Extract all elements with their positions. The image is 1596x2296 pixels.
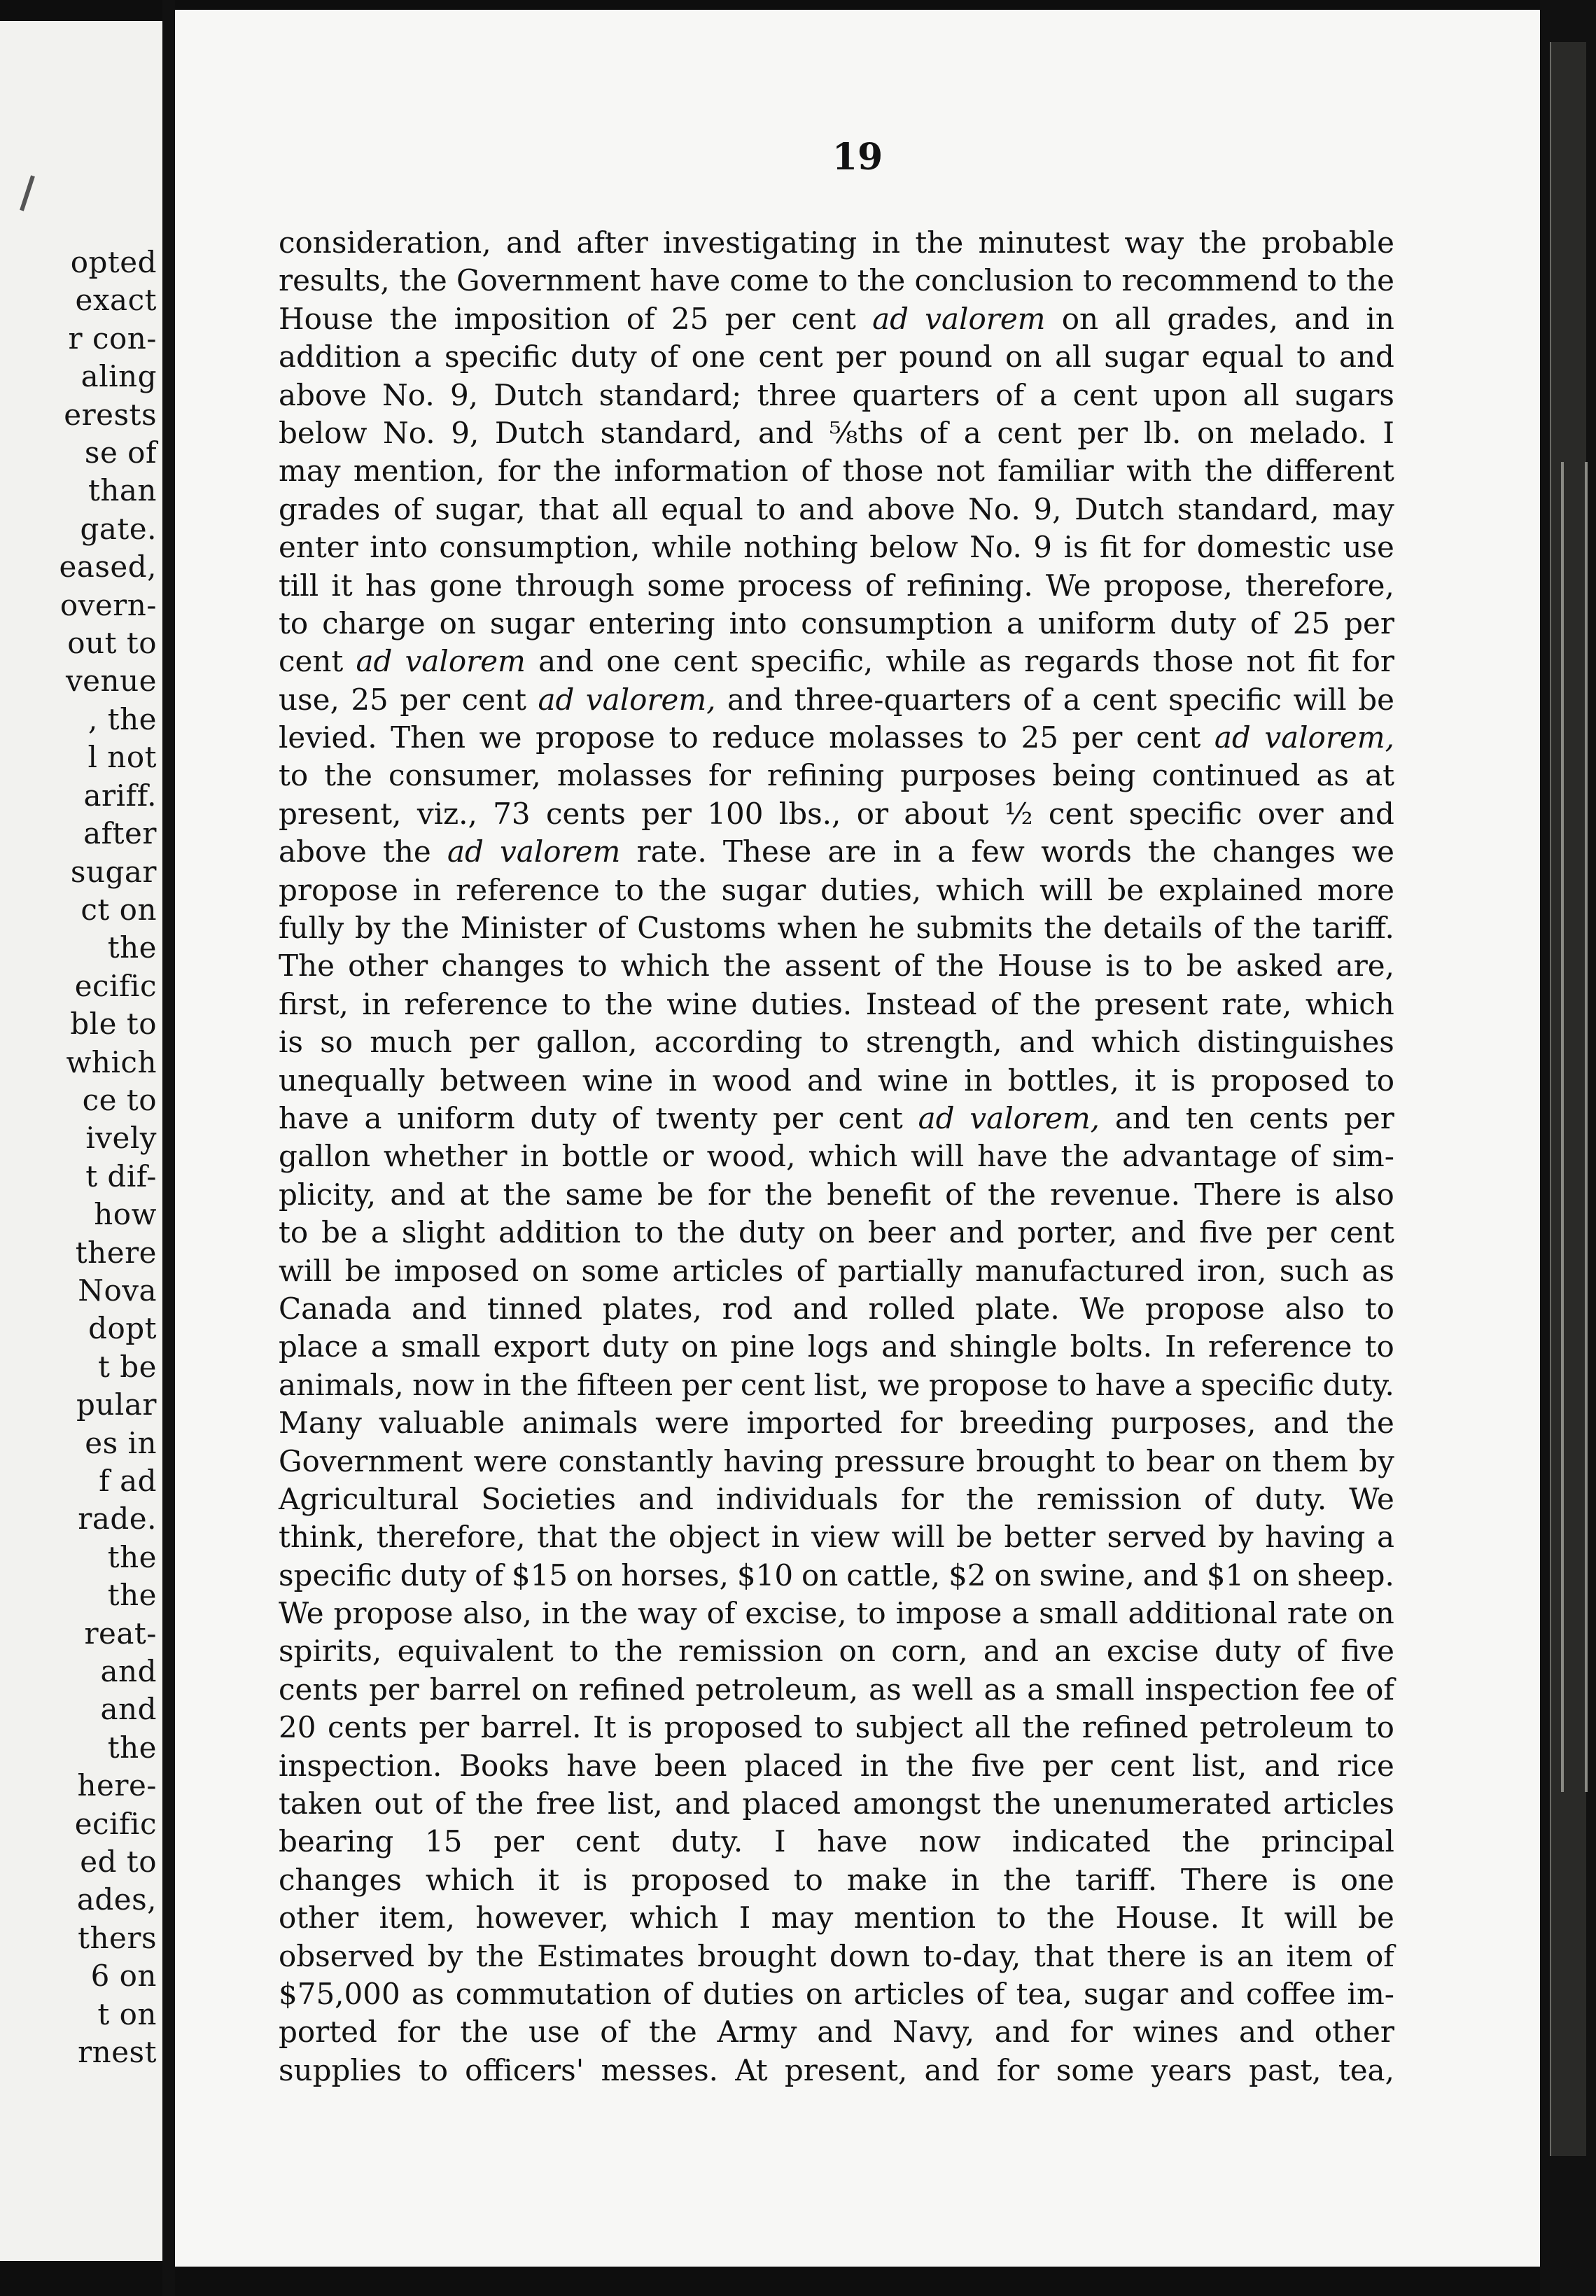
facing-page-text [59, 244, 157, 2072]
text-line: specific duty of $15 on horses, $10 on cattle, $2 on swine, and $1 on sheep. [279, 1558, 1394, 1592]
text-line: gallon whether in bottle or wood, which will have the advantage of sim- [279, 1139, 1394, 1174]
text-line: consideration, and after investigating in the minutest way the probable [279, 225, 1394, 260]
text-line: to be a slight addition to the duty on beer and porter, and five per cent [279, 1215, 1394, 1250]
body-text [279, 224, 1394, 2090]
text-line: use, 25 per cent ad valorem, and three-quarters of a cent specific will be [279, 682, 1394, 717]
facing-page-line: r con- [68, 321, 157, 356]
facing-page-line: ct on [80, 892, 157, 927]
text-line: We propose also, in the way of excise, to impose a small additional rate on [279, 1596, 1394, 1631]
text-line: have a uniform duty of twenty per cent ad valorem, and ten cents per [279, 1100, 1394, 1135]
facing-page-line: ariff. [83, 778, 157, 813]
text-line: above the ad valorem rate. These are in a few words the changes we [279, 834, 1394, 869]
facing-page-line: l not [88, 740, 157, 775]
text-line: think, therefore, that the object in view will be better served by having a [279, 1520, 1394, 1555]
facing-page-line: t on [97, 1996, 157, 2031]
text-line: place a small export duty on pine logs and shingle bolts. In reference to [279, 1329, 1394, 1364]
facing-page-line: ecific [74, 1806, 157, 1841]
facing-page-line: ed to [80, 1844, 157, 1879]
facing-page-line: the [107, 930, 157, 965]
text-line: cents per barrel on refined petroleum, as well as a small inspection fee of [279, 1672, 1394, 1707]
facing-page-line: the [107, 1578, 157, 1613]
text-line: 20 cents per barrel. It is proposed to subject all the refined petroleum to [279, 1710, 1394, 1745]
facing-page-line: es in [85, 1425, 157, 1460]
facing-page-line: after [83, 816, 157, 851]
text-line: taken out of the free list, and placed amongst the unenumerated articles [279, 1786, 1394, 1821]
text-line: to the consumer, molasses for refining purposes being continued as at [279, 758, 1394, 793]
facing-page-line: the [107, 1730, 157, 1765]
facing-page-line: ble to [70, 1007, 157, 1042]
facing-page-line: ades, [76, 1882, 157, 1917]
facing-page-line: dopt [88, 1311, 157, 1346]
text-line: first, in reference to the wine duties. Instead of the present rate, which [279, 986, 1394, 1021]
facing-page-line: aling [80, 359, 157, 394]
text-line: ported for the use of the Army and Navy, and for wines and other [279, 2015, 1394, 2050]
text-line: cent ad valorem and one cent specific, while as regards those not fit for [279, 644, 1394, 679]
text-line: addition a specific duty of one cent per pound on all sugar equal to and [279, 340, 1394, 374]
facing-page-line: sugar [70, 854, 157, 889]
facing-page-line: the [107, 1539, 157, 1574]
text-line: enter into consumption, while nothing below No. 9 is fit for domestic use [279, 530, 1394, 565]
facing-page-line: se of [84, 435, 157, 470]
facing-page-line: and [100, 1692, 157, 1727]
text-line: Agricultural Societies and individuals for the remission of duty. We [279, 1481, 1394, 1516]
text-line: levied. Then we propose to reduce molasses to 25 per cent ad valorem, [279, 720, 1394, 755]
adjacent-cover-strip [1550, 42, 1586, 2156]
facing-page-line: thers [78, 1920, 157, 1955]
facing-page-line: ively [85, 1121, 157, 1156]
text-line: Many valuable animals were imported for breeding purposes, and the [279, 1406, 1394, 1441]
facing-page-line: f ad [99, 1464, 157, 1498]
text-line: House the imposition of 25 per cent ad valorem on all grades, and in [279, 301, 1394, 336]
facing-page-line: , the [88, 701, 157, 736]
facing-page-line: opted [70, 245, 157, 279]
text-line: grades of sugar, that all equal to and above No. 9, Dutch standard, may [279, 491, 1394, 526]
text-line: animals, now in the fifteen per cent list, we propose to have a specific duty. [279, 1367, 1394, 1402]
book-gutter [162, 0, 175, 2296]
facing-page-line: out to [67, 626, 157, 661]
facing-page-line: than [88, 473, 157, 508]
text-line: results, the Government have come to the conclusion to recommend to the [279, 263, 1394, 298]
page-number: 19 [832, 136, 883, 178]
text-line: unequally between wine in wood and wine in bottles, it is proposed to [279, 1063, 1394, 1098]
facing-page-line: ecific [74, 968, 157, 1003]
facing-page-line: Nova [78, 1273, 157, 1308]
facing-page-line: which [66, 1044, 157, 1079]
facing-page-line: and [100, 1654, 157, 1689]
text-line: other item, however, which I may mention to the House. It will be [279, 1900, 1394, 1935]
facing-page-line: how [94, 1197, 157, 1232]
facing-page-line: reat- [84, 1616, 157, 1651]
text-line: above No. 9, Dutch standard; three quarters of a cent upon all sugars [279, 377, 1394, 412]
facing-page-line: overn- [59, 587, 157, 622]
text-line: The other changes to which the assent of the House is to be asked are, [279, 948, 1394, 983]
facing-page-line: pular [76, 1387, 157, 1422]
text-line: $75,000 as commutation of duties on articles of tea, sugar and coffee im- [279, 1976, 1394, 2011]
facing-page-line: erests [64, 397, 157, 432]
text-line: will be imposed on some articles of partially manufactured iron, such as [279, 1253, 1394, 1288]
text-line: changes which it is proposed to make in the tariff. There is one [279, 1862, 1394, 1897]
text-line: supplies to officers' messes. At present, and for some years past, tea, [279, 2052, 1394, 2087]
text-line: Government were constantly having pressure brought to bear on them by [279, 1443, 1394, 1478]
text-line: fully by the Minister of Customs when he submits the details of the tariff. [279, 911, 1394, 946]
facing-page-line: rnest [78, 2035, 157, 2070]
facing-page-line: exact [75, 283, 157, 318]
facing-page-line: gate. [80, 511, 157, 546]
facing-page-line: there [75, 1235, 157, 1270]
ink-mark [20, 175, 35, 211]
text-line: below No. 9, Dutch standard, and ⅝ths of a cent per lb. on melado. I [279, 415, 1394, 450]
text-line: plicity, and at the same be for the benefit of the revenue. There is also [279, 1177, 1394, 1212]
decorative-rule [1561, 462, 1588, 1792]
facing-page-line: here- [77, 1768, 157, 1803]
facing-page-line: rade. [78, 1502, 157, 1536]
text-line: propose in reference to the sugar duties, which will be explained more [279, 872, 1394, 907]
book-page [175, 10, 1540, 2267]
facing-page-line: venue [65, 664, 157, 699]
text-line: is so much per gallon, according to strength, and which distinguishes [279, 1025, 1394, 1060]
text-line: may mention, for the information of those not familiar with the different [279, 454, 1394, 489]
facing-page-line: eased, [59, 550, 157, 584]
facing-page-line: ce to [82, 1082, 157, 1117]
facing-page-fragment [0, 21, 164, 2261]
text-line: to charge on sugar entering into consumption a uniform duty of 25 per [279, 606, 1394, 640]
text-line: observed by the Estimates brought down to-day, that there is an item of [279, 1938, 1394, 1973]
text-line: Canada and tinned plates, rod and rolled plate. We propose also to [279, 1291, 1394, 1326]
text-line: bearing 15 per cent duty. I have now indicated the principal [279, 1824, 1394, 1859]
facing-page-line: t be [98, 1349, 157, 1384]
facing-page-line: t dif- [85, 1158, 157, 1194]
text-line: inspection. Books have been placed in the five per cent list, and rice [279, 1748, 1394, 1783]
text-line: till it has gone through some process of refining. We propose, therefore, [279, 568, 1394, 603]
text-line: spirits, equivalent to the remission on corn, and an excise duty of five [279, 1634, 1394, 1669]
text-line: present, viz., 73 cents per 100 lbs., or about ½ cent specific over and [279, 796, 1394, 831]
facing-page-line: 6 on [90, 1959, 157, 1994]
